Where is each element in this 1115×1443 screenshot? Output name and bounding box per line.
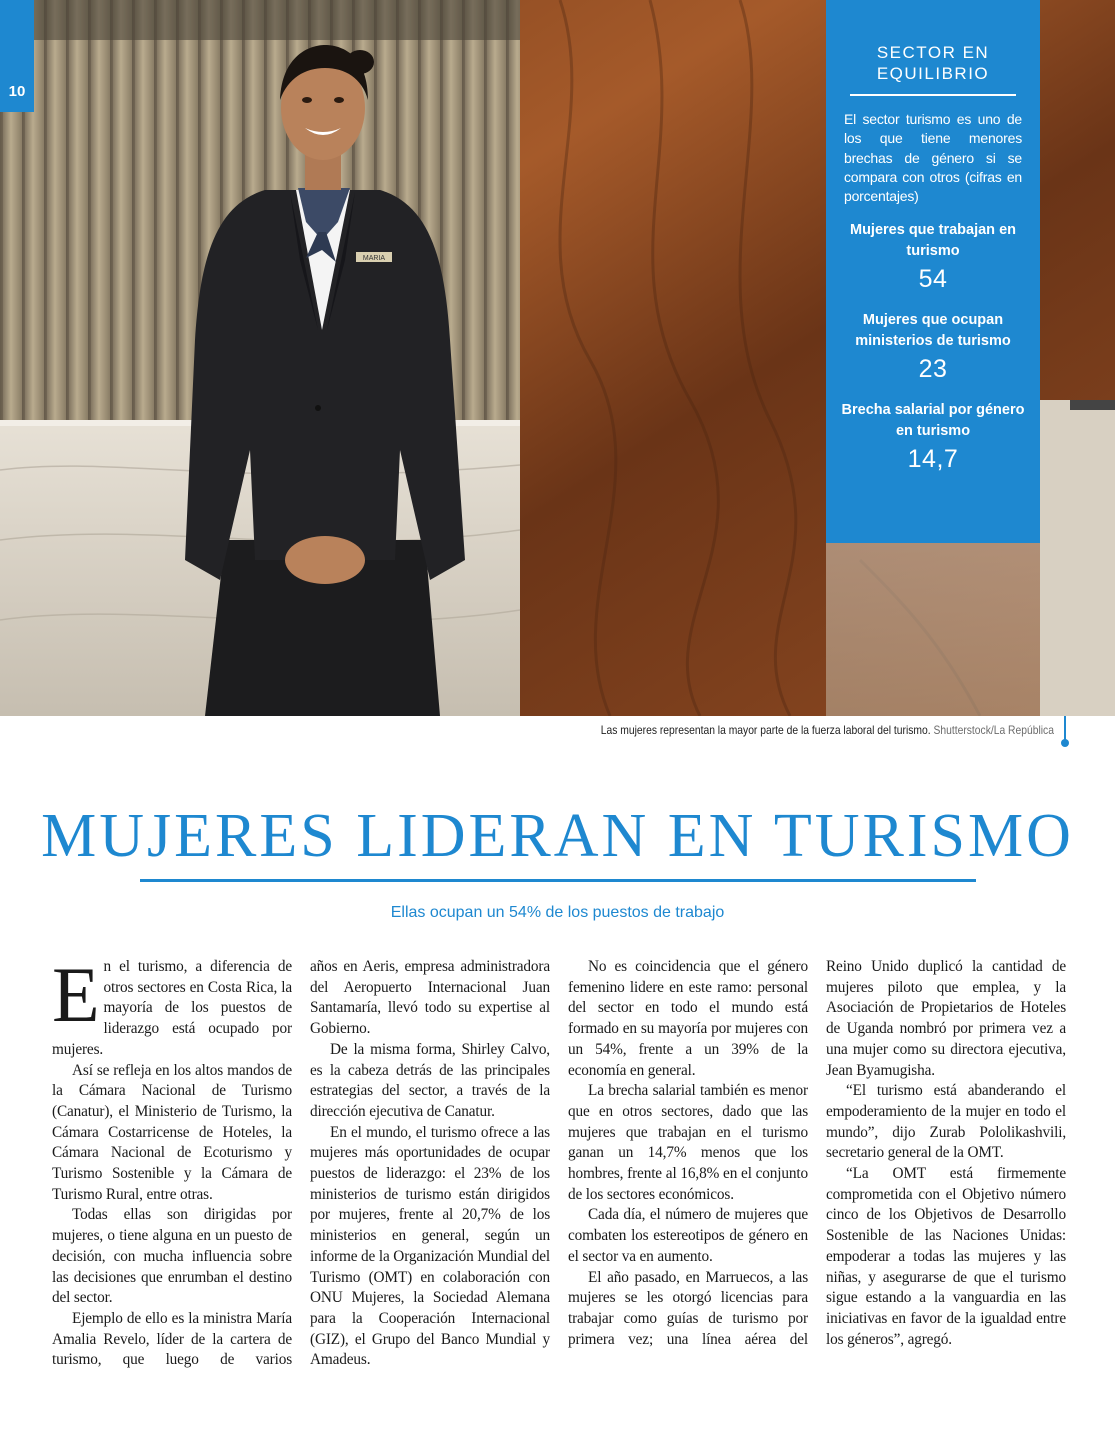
stat-label: Brecha salarial por género en turismo xyxy=(841,402,1025,440)
article-paragraph: años en Aeris, empresa administradora del Aeropuerto Internacional Juan Santamaría, llevó todo su expertise al Gobierno. xyxy=(310,958,550,1038)
article-column-4 xyxy=(826,957,1066,1350)
article-column-1 xyxy=(52,951,292,1371)
lead-text: n el turismo, a diferencia de otros sectores en Costa Rica, la mayoría de los puestos de liderazgo está ocupado por mujeres. xyxy=(52,958,292,1058)
article-headline: MUJERES LIDERAN EN TURISMO xyxy=(41,802,1074,870)
stat-wage-gap xyxy=(840,400,1026,476)
article-paragraph: Reino Unido duplicó la cantidad de mujeres piloto que emplea, y la Asociación de Propietarios de Hoteles de Uganda nombró por primera vez a una mujer como su directora ejecutiva, Jean Byamugisha. xyxy=(826,958,1066,1079)
caption-text: Las mujeres representan la mayor parte de la fuerza laboral del turismo. xyxy=(600,723,931,737)
infobox-description: El sector turismo es uno de los que tiene menores brechas de género si se compara con otros (cifras en porcentajes) xyxy=(844,111,1022,205)
stat-value: 54 xyxy=(918,265,948,294)
photo-credit: Shutterstock/La República xyxy=(933,723,1054,737)
headline-rule xyxy=(140,879,976,882)
stat-women-in-tourism xyxy=(840,220,1026,296)
caption-marker-line xyxy=(1064,716,1066,740)
article-column-2 xyxy=(310,957,550,1371)
photo-caption xyxy=(601,723,1054,737)
article-paragraph: La brecha salarial también es menor que en otros sectores, dado que las mujeres que trabajan en el turismo ganan un 14,7% menos que los hombres, frente al 16,8% en el conjunto de los sectores económicos. xyxy=(568,1082,808,1203)
article-paragraph: Así se refleja en los altos mandos de la Cámara Nacional de Turismo (Canatur), el Ministerio de Turismo, la Cámara Costarricense de Hoteles, la Cámara Nacional de Ecoturismo y Turismo Sostenible y la Cámara de Turismo Rural, entre otras. xyxy=(52,1061,292,1203)
drop-cap: E xyxy=(52,951,100,1038)
article-paragraph: Cada día, el número de mujeres que combaten los estereotipos de género en el sector va en aumento. xyxy=(568,1206,808,1265)
name-badge-text: MARIA xyxy=(362,255,386,262)
page-number-tab xyxy=(0,0,34,112)
article-paragraph: Todas ellas son dirigidas por mujeres, o tiene alguna en un puesto de decisión, con mucha influencia sobre las decisiones que enrumban el destino del sector. xyxy=(52,1206,292,1307)
stat-value: 14,7 xyxy=(907,445,959,474)
article-paragraph: El año pasado, en Marruecos, a las mujeres se les otorgó licencias para trabajar como guías de turismo por primera vez; una línea aérea del xyxy=(568,1268,808,1348)
article-paragraph: De la misma forma, Shirley Calvo, es la cabeza detrás de las principales estrategias del sector, a través de la dirección ejecutiva de Canatur. xyxy=(310,1040,550,1120)
infobox-divider xyxy=(850,94,1016,96)
article-paragraph: “La OMT está firmemente comprometida con el Objetivo número cinco de los Objetivos de Desarrollo Sostenible de las Naciones Unidas: empoderar a todas las mujeres y las niñas, y asegurarse de que el turismo sigue estando a la vanguardia en las iniciativas en favor de la igualdad entre los géneros”, agregó. xyxy=(826,1165,1066,1348)
article-paragraph: No es coincidencia que el género femenino lidere en este ramo: personal del sector en todo el mundo está formado en su mayoría por mujeres con un 54%, frente a un 39% de la economía en general. xyxy=(568,958,808,1079)
stat-women-ministries xyxy=(840,310,1026,386)
article-paragraph: Ejemplo de ello es la ministra María Amalia Revelo, líder de la cartera de turismo, que luego de varios xyxy=(52,1309,292,1369)
article-column-3 xyxy=(568,957,808,1350)
stat-label: Mujeres que ocupan ministerios de turismo xyxy=(855,312,1011,350)
caption-marker-dot xyxy=(1061,739,1069,747)
sidebar-infobox xyxy=(826,0,1040,543)
article-paragraph: “El turismo está abanderando el empoderamiento de la mujer en todo el mundo”, dijo Zurab Pololikashvili, secretario general de la OMT. xyxy=(826,1082,1066,1162)
infobox-title: SECTOR EN EQUILIBRIO xyxy=(876,43,990,83)
stat-label: Mujeres que trabajan en turismo xyxy=(850,222,1016,260)
stat-value: 23 xyxy=(918,355,948,384)
page-number: 10 xyxy=(8,83,26,100)
article-lead-paragraph xyxy=(52,951,292,1061)
article-paragraph: En el mundo, el turismo ofrece a las mujeres más oportunidades de ocupar puestos de liderazgo: el 23% de los ministerios de turismo están dirigidos por mujeres, frente al 20,7% de los ministerios en general, según un informe de la Organización Mundial del Turismo (OMT) en colaboración con ONU Mujeres, la Sociedad Alemana para la Cooperación Internacional (GIZ), el Grupo del Banco Mundial y Amadeus. xyxy=(310,1123,550,1369)
article-subheadline: Ellas ocupan un 54% de los puestos de trabajo xyxy=(390,904,725,921)
